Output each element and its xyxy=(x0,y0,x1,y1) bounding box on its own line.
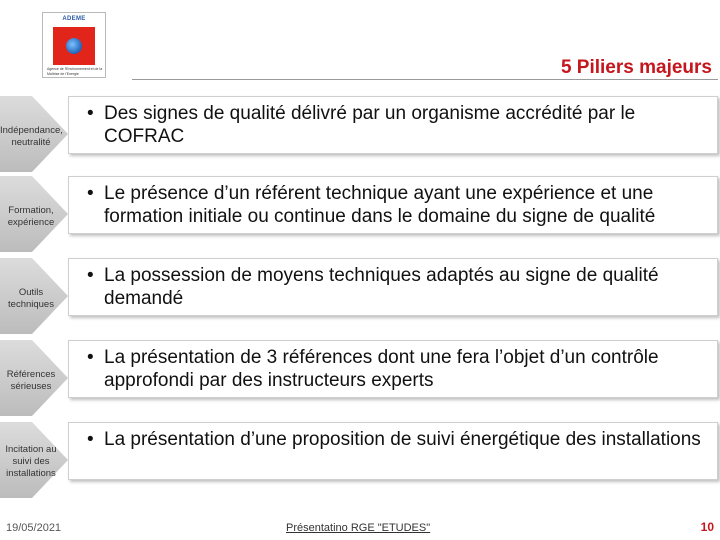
page-number: 10 xyxy=(700,520,714,534)
pillar-outils xyxy=(0,258,720,338)
pillar-text: Des signes de qualité délivré par un organisme accrédité par le COFRAC xyxy=(104,103,636,147)
bullet-icon: • xyxy=(87,265,94,286)
globe-icon xyxy=(66,38,82,54)
logo-tagline: Agence de l'Environnement et de la Maîtrise de l'Energie xyxy=(47,67,103,76)
pillar-text-box xyxy=(68,258,718,316)
pillar-text-box xyxy=(68,96,718,154)
pillar-text-box xyxy=(68,422,718,480)
pillar-text: La présentation de 3 références dont une fera l’objet d’un contrôle approfondi par des instructeurs experts xyxy=(104,347,659,391)
header-divider xyxy=(132,79,718,80)
bullet-icon: • xyxy=(87,103,94,124)
page-title: 5 Piliers majeurs xyxy=(560,57,712,78)
footer-date: 19/05/2021 xyxy=(6,522,62,534)
pillar-label: Incitation au suivi des installations xyxy=(5,444,57,479)
pillar-text: La présentation d’une proposition de suivi énergétique des installations xyxy=(104,429,701,450)
pillar-label: Références sérieuses xyxy=(6,369,56,392)
pillar-text: Le présence d’un référent technique ayant une expérience et une formation initiale ou continue dans le domaine du signe de qualité xyxy=(104,183,656,227)
bullet-icon: • xyxy=(87,429,94,450)
logo-red-square xyxy=(53,27,95,65)
ademe-logo xyxy=(42,12,106,78)
pillar-formation xyxy=(0,176,720,256)
pillar-incitation xyxy=(0,422,720,502)
pillar-text: La possession de moyens techniques adaptés au signe de qualité demandé xyxy=(104,265,659,309)
pillar-text-box xyxy=(68,176,718,234)
bullet-icon: • xyxy=(87,183,94,204)
pillar-label: Formation, expérience xyxy=(7,205,55,228)
pillar-text-box xyxy=(68,340,718,398)
pillar-references xyxy=(0,340,720,420)
pillar-independance xyxy=(0,96,720,176)
footer-presentation-title: Présentatino RGE "ETUDES" xyxy=(286,522,431,534)
pillar-label: Outils techniques xyxy=(8,287,54,310)
pillar-label: Indépendance, neutralité xyxy=(0,125,63,148)
bullet-icon: • xyxy=(87,347,94,368)
logo-name: ADEME xyxy=(62,16,86,22)
